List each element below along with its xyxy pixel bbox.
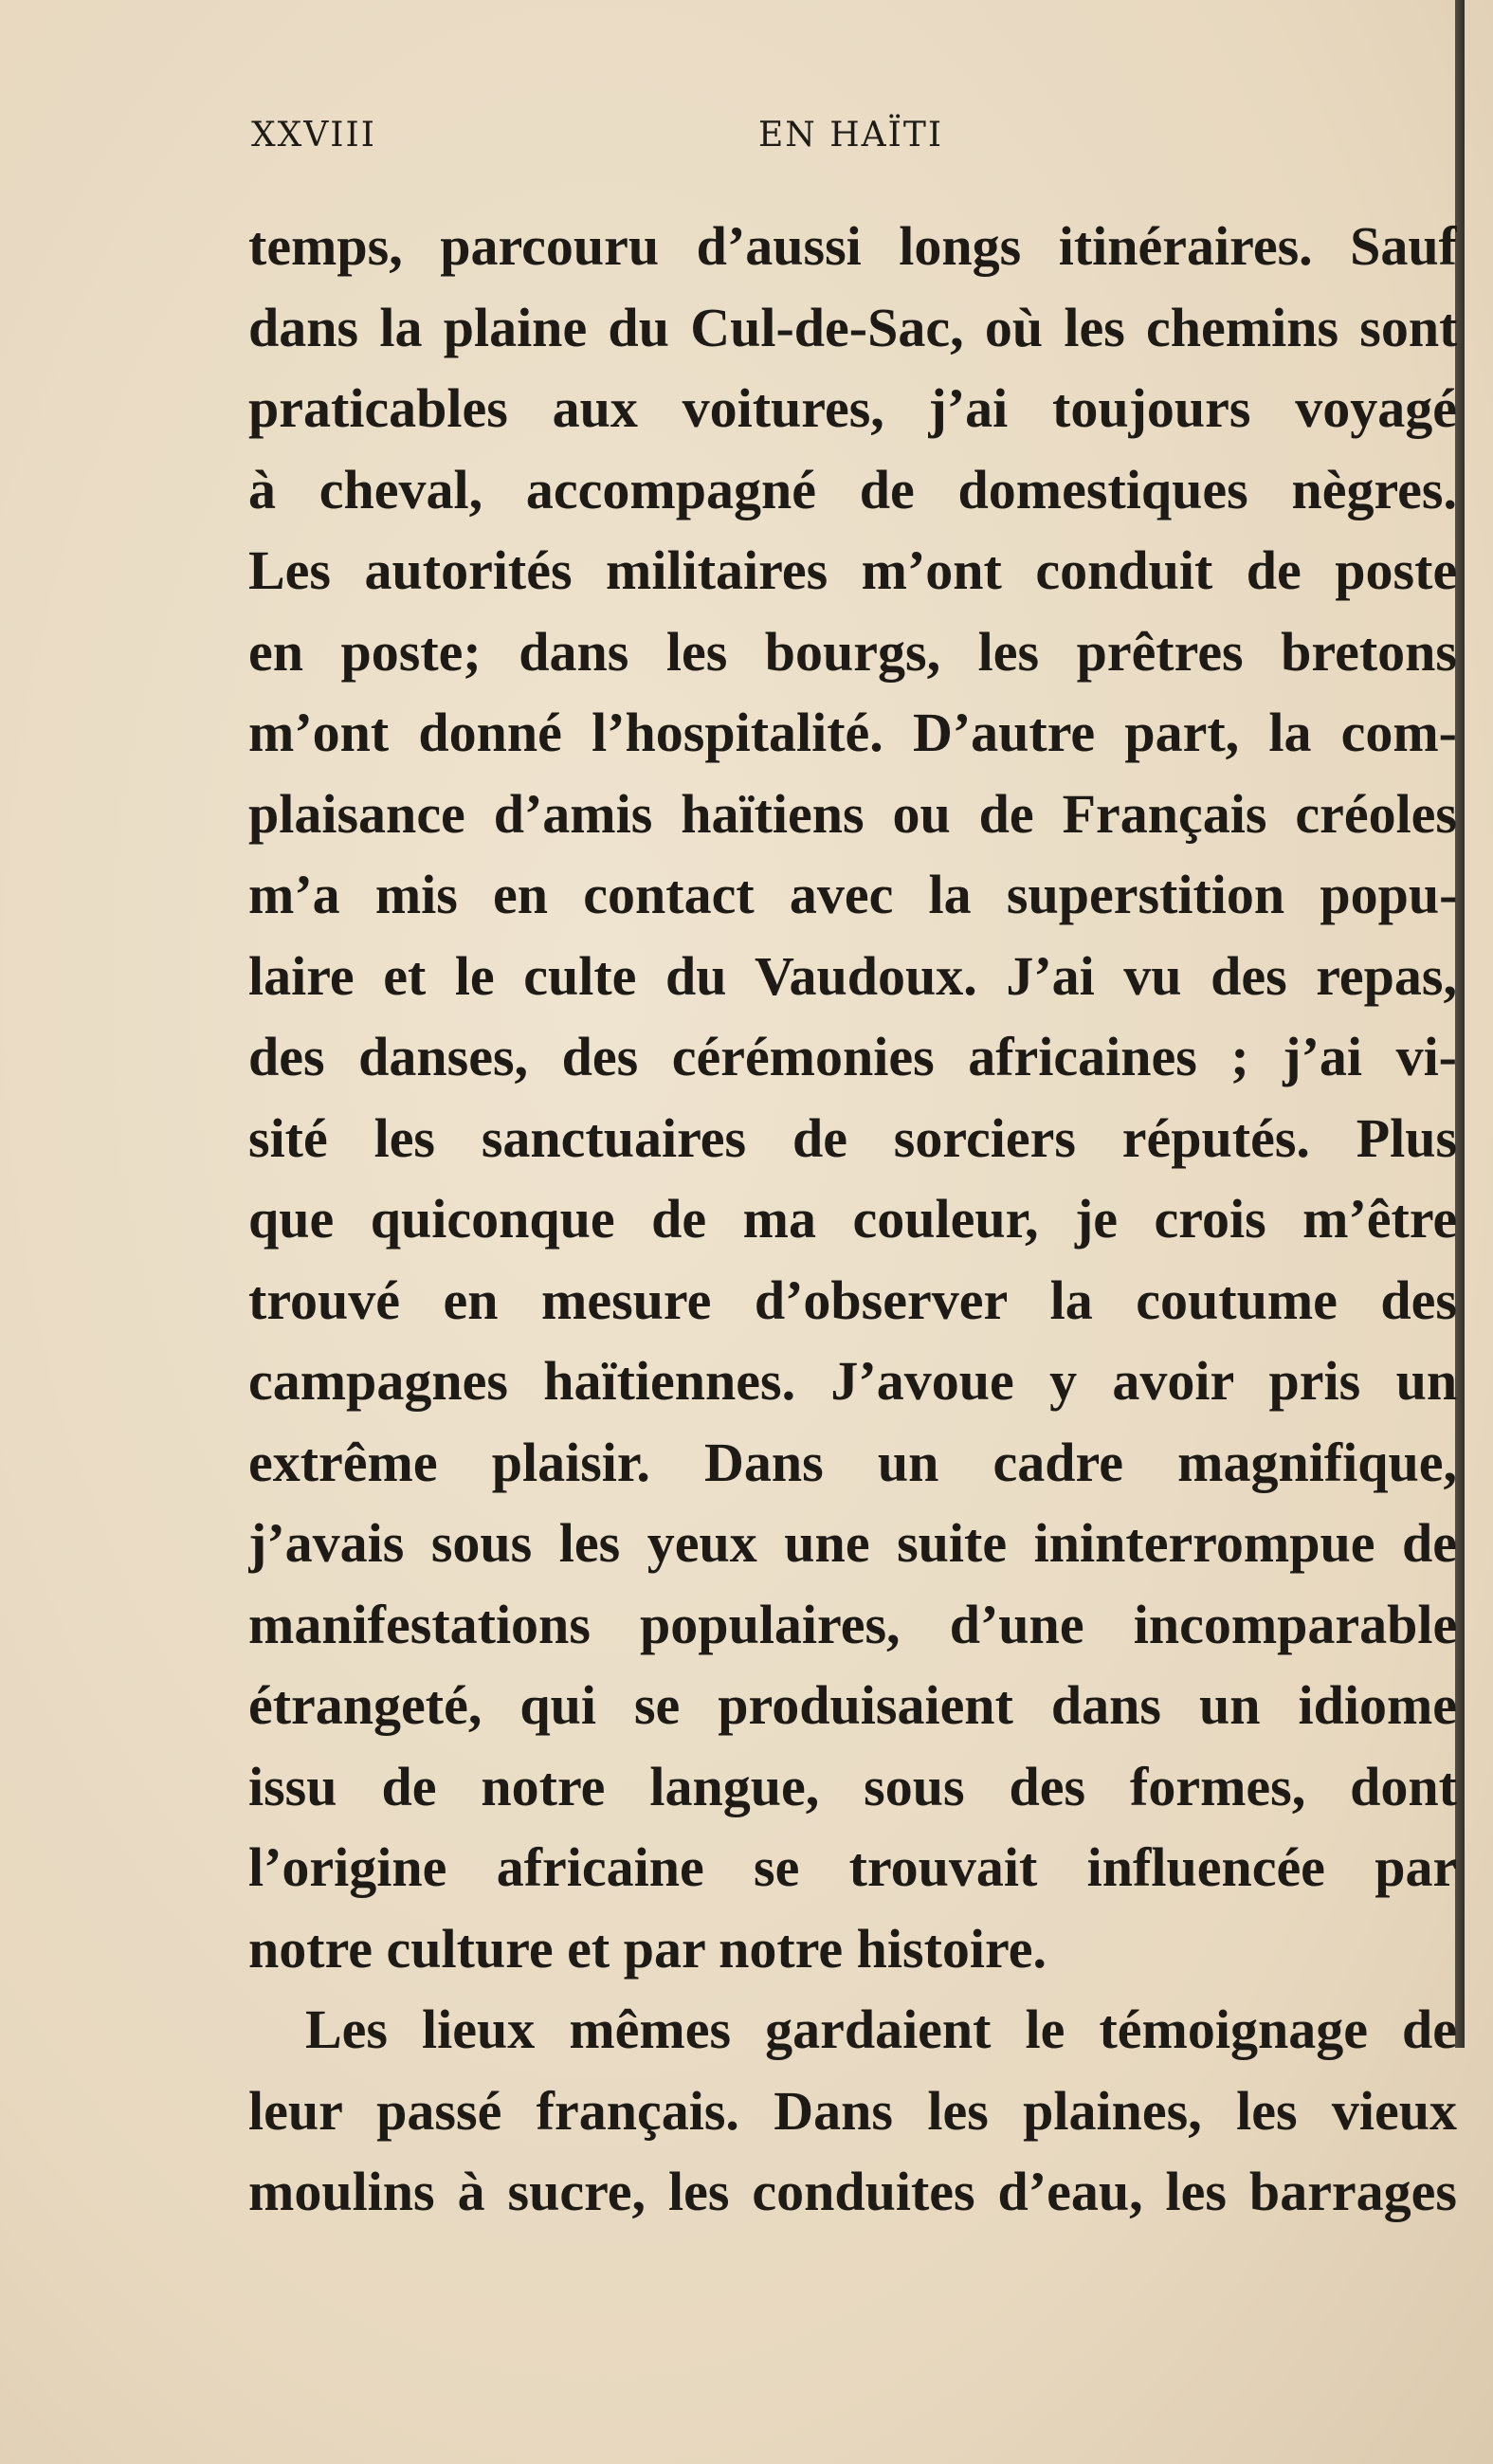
text-line: l’origine africaine se trouvait influencée par [248, 1836, 1457, 1898]
text-line: m’ont donné l’hospitalité. D’autre part, la com- [248, 702, 1457, 763]
text-line: trouvé en mesure d’observer la coutume des [248, 1269, 1457, 1331]
text-line: des danses, des cérémonies africaines ; j’ai vi- [248, 1026, 1457, 1087]
text-line: moulins à sucre, les conduites d’eau, les barrages [248, 2161, 1457, 2222]
text-line: temps, parcouru d’aussi longs itinéraires. Sauf [248, 215, 1457, 277]
text-line: laire et le culte du Vaudoux. J’ai vu des repas, [248, 944, 1457, 1007]
running-head [251, 116, 1455, 163]
text-line: plaisance d’amis haïtiens ou de Français créoles [248, 782, 1457, 845]
text-line: Les lieux mêmes gardaient le témoignage de [305, 1999, 1457, 2060]
text-line: en poste; dans les bourgs, les prêtres bretons [248, 620, 1457, 683]
text-line: praticables aux voitures, j’ai toujours voyagé [248, 377, 1457, 439]
text-line: leur passé français. Dans les plaines, les vieux [248, 2079, 1457, 2142]
text-line: étrangeté, qui se produisaient dans un idiome [248, 1674, 1457, 1736]
text-line: j’avais sous les yeux une suite ininterrompue de [248, 1512, 1457, 1574]
text-line: sité les sanctuaires de sorciers réputés. Plus [248, 1106, 1457, 1169]
text-line: campagnes haïtiennes. J’avoue y avoir pris un [248, 1350, 1457, 1412]
text-line: manifestations populaires, d’une incomparable [248, 1593, 1457, 1655]
text-line: à cheval, accompagné de domestiques nègres. [248, 458, 1457, 520]
text-line: dans la plaine du Cul-de-Sac, où les chemins sont [248, 296, 1457, 358]
text-line: Les autorités militaires m’ont conduit de poste [248, 539, 1457, 601]
running-title: EN HAÏTI [758, 116, 944, 155]
page-folio: XXVIII [251, 116, 376, 155]
text-line: issu de notre langue, sous des formes, dont [248, 1755, 1457, 1817]
text-line: m’a mis en contact avec la superstition popu- [248, 864, 1457, 925]
body-text [248, 206, 1457, 2233]
text-line: que quiconque de ma couleur, je crois m’être [248, 1188, 1457, 1250]
text-line: notre culture et par notre histoire. [248, 1917, 1047, 1980]
text-line: extrême plaisir. Dans un cadre magnifique, [248, 1431, 1457, 1493]
